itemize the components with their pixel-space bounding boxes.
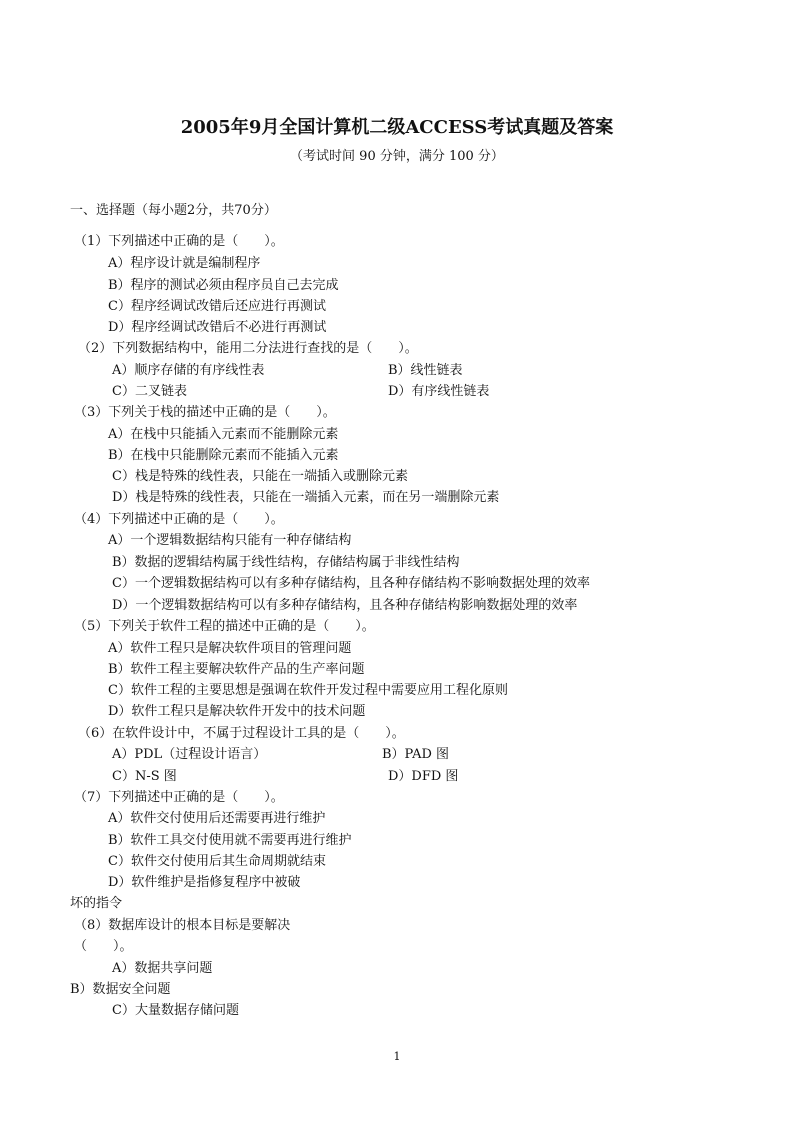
- q6-option-a: A）PDL（过程设计语言）: [112, 747, 267, 762]
- q4-option-c: C）一个逻辑数据结构可以有多种存储结构，且各种存储结构不影响数据处理的效率: [112, 576, 590, 591]
- q3-option-c: C）栈是特殊的线性表，只能在一端插入或删除元素: [112, 469, 408, 484]
- q6-option-d: D）DFD 图: [388, 769, 459, 784]
- q5-option-c: C）软件工程的主要思想是强调在软件开发过程中需要应用工程化原则: [108, 683, 508, 698]
- q5-option-a: A）软件工程只是解决软件项目的管理问题: [108, 641, 352, 656]
- question-4: （4）下列描述中正确的是（ ）。: [74, 512, 284, 527]
- q3-option-a: A）在栈中只能插入元素而不能删除元素: [108, 427, 339, 442]
- q1-option-a: A）程序设计就是编制程序: [108, 256, 261, 271]
- q1-option-d: D）程序经调试改错后不必进行再测试: [108, 320, 327, 335]
- page-number: 1: [393, 1050, 401, 1063]
- question-2: （2）下列数据结构中，能用二分法进行查找的是（ ）。: [78, 341, 418, 356]
- q5-option-b: B）软件工程主要解决软件产品的生产率问题: [108, 662, 365, 677]
- q3-option-b: B）在栈中只能删除元素而不能插入元素: [108, 448, 339, 463]
- question-1: （1）下列描述中正确的是（ ）。: [74, 234, 284, 249]
- section-heading: 一、选择题（每小题2分，共70分）: [70, 203, 277, 218]
- q7-option-c: C）软件交付使用后其生命周期就结束: [108, 854, 326, 869]
- question-8: （8）数据库设计的根本目标是要解决: [74, 918, 291, 933]
- q2-option-c: C）二叉链表: [112, 384, 187, 399]
- q6-option-b: B）PAD 图: [382, 747, 450, 762]
- q7-option-d-continued: 坏的指令: [70, 896, 123, 911]
- q7-option-a: A）软件交付使用后还需要再进行维护: [108, 811, 326, 826]
- q4-option-a: A）一个逻辑数据结构只能有一种存储结构: [108, 533, 352, 548]
- question-6: （6）在软件设计中，不属于过程设计工具的是（ ）。: [78, 726, 405, 741]
- question-8-continued: （ ）。: [74, 939, 133, 954]
- q2-option-d: D）有序线性链表: [388, 384, 490, 399]
- document-title: 2005年9月全国计算机二级ACCESS考试真题及答案: [180, 117, 614, 138]
- q2-option-b: B）线性链表: [388, 363, 463, 378]
- q3-option-d: D）栈是特殊的线性表，只能在一端插入元素，而在另一端删除元素: [112, 490, 500, 505]
- q8-option-c: C）大量数据存储问题: [112, 1003, 239, 1018]
- q8-option-a: A）数据共享问题: [112, 961, 213, 976]
- question-3: （3）下列关于栈的描述中正确的是（ ）。: [74, 405, 336, 420]
- q1-option-b: B）程序的测试必须由程序员自己去完成: [108, 278, 339, 293]
- q2-option-a: A）顺序存储的有序线性表: [112, 363, 265, 378]
- q1-option-c: C）程序经调试改错后还应进行再测试: [108, 299, 326, 314]
- q8-option-b: B）数据安全问题: [70, 982, 171, 997]
- q5-option-d: D）软件工程只是解决软件开发中的技术问题: [108, 704, 366, 719]
- question-5: （5）下列关于软件工程的描述中正确的是（ ）。: [74, 619, 375, 634]
- exam-info-subtitle: （考试时间 90 分钟，满分 100 分）: [290, 149, 504, 164]
- q7-option-d: D）软件维护是指修复程序中被破: [108, 875, 301, 890]
- q4-option-d: D）一个逻辑数据结构可以有多种存储结构，且各种存储结构影响数据处理的效率: [112, 598, 578, 613]
- question-7: （7）下列描述中正确的是（ ）。: [74, 790, 284, 805]
- q4-option-b: B）数据的逻辑结构属于线性结构，存储结构属于非线性结构: [112, 555, 460, 570]
- q6-option-c: C）N-S 图: [112, 769, 177, 784]
- q7-option-b: B）软件工具交付使用就不需要再进行维护: [108, 833, 352, 848]
